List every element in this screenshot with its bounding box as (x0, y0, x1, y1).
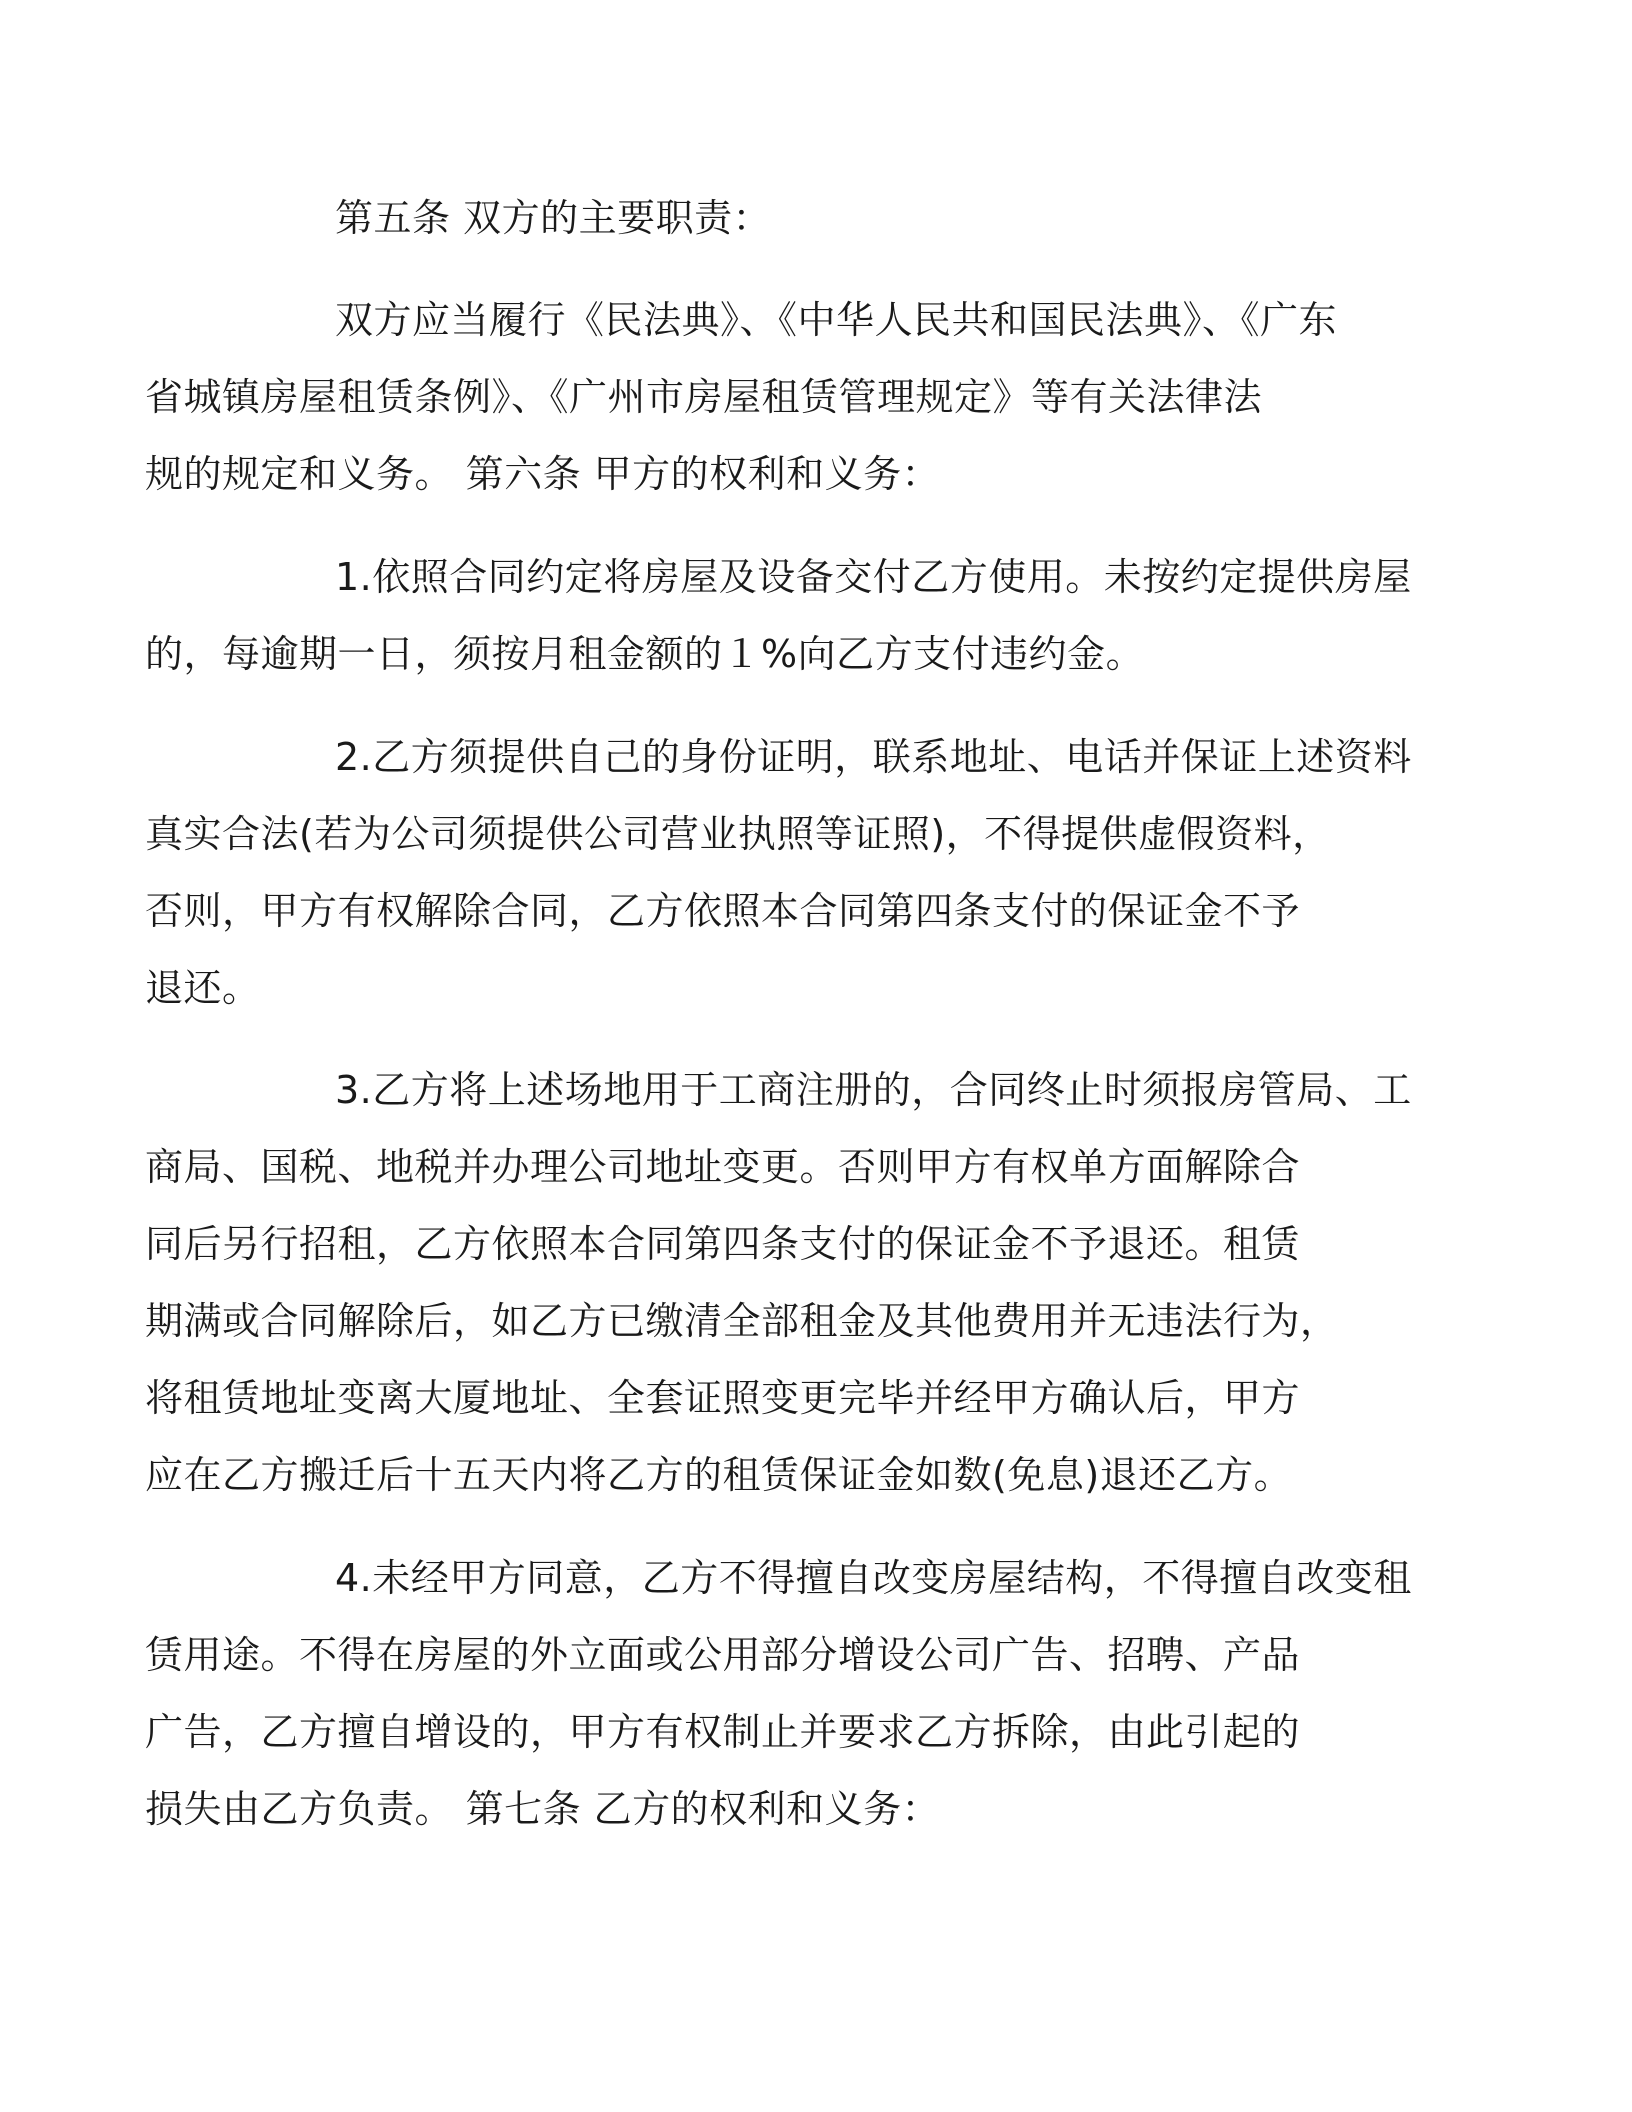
text-line: 规的规定和义务。 第六条 甲方的权利和义务： (145, 452, 941, 496)
text-line: 商局、国税、地税并办理公司地址变更。否则甲方有权单方面解除合 (145, 1145, 1301, 1189)
text-line: 的，每逾期一日，须按月租金额的１%向乙方支付违约金。 (145, 632, 1145, 676)
text-line: 真实合法(若为公司须提供公司营业执照等证照)，不得提供虚假资料， (145, 812, 1331, 856)
text-line: 赁用途。不得在房屋的外立面或公用部分增设公司广告、招聘、产品 (145, 1633, 1301, 1677)
text-line: 期满或合同解除后，如乙方已缴清全部租金及其他费用并无违法行为， (145, 1299, 1339, 1343)
text-line: 省城镇房屋租赁条例》、《广州市房屋租赁管理规定》等有关法律法 (145, 375, 1263, 419)
text-line: 同后另行招租，乙方依照本合同第四条支付的保证金不予退还。租赁 (145, 1222, 1301, 1266)
text-line: 第五条 双方的主要职责： (335, 196, 772, 240)
paragraph-item-2 (145, 719, 1412, 1027)
paragraph-item-3 (145, 1052, 1412, 1514)
text-line: 双方应当履行《民法典》、《中华人民共和国民法典》、《广东 (335, 298, 1338, 342)
text-line: 广告，乙方擅自增设的，甲方有权制止并要求乙方拆除，由此引起的 (145, 1710, 1301, 1754)
paragraph-item-1 (145, 539, 1412, 693)
text-line: 3.乙方将上述场地用于工商注册的，合同终止时须报房管局、工 (335, 1068, 1412, 1112)
paragraph-duties (145, 282, 1380, 513)
article-5-heading (240, 180, 1380, 257)
text-line: 1.依照合同约定将房屋及设备交付乙方使用。未按约定提供房屋 (335, 555, 1412, 599)
text-line: 退还。 (145, 966, 261, 1010)
text-line: 否则，甲方有权解除合同，乙方依照本合同第四条支付的保证金不予 (145, 889, 1301, 933)
text-line: 将租赁地址变离大厦地址、全套证照变更完毕并经甲方确认后，甲方 (145, 1376, 1301, 1420)
paragraph-item-4 (145, 1540, 1412, 1848)
text-line: 损失由乙方负责。 第七条 乙方的权利和义务： (145, 1787, 941, 1831)
text-line: 2.乙方须提供自己的身份证明，联系地址、电话并保证上述资料 (335, 735, 1412, 779)
text-line: 4.未经甲方同意，乙方不得擅自改变房屋结构，不得擅自改变租 (335, 1556, 1412, 1600)
text-line: 应在乙方搬迁后十五天内将乙方的租赁保证金如数(免息)退还乙方。 (145, 1453, 1293, 1497)
